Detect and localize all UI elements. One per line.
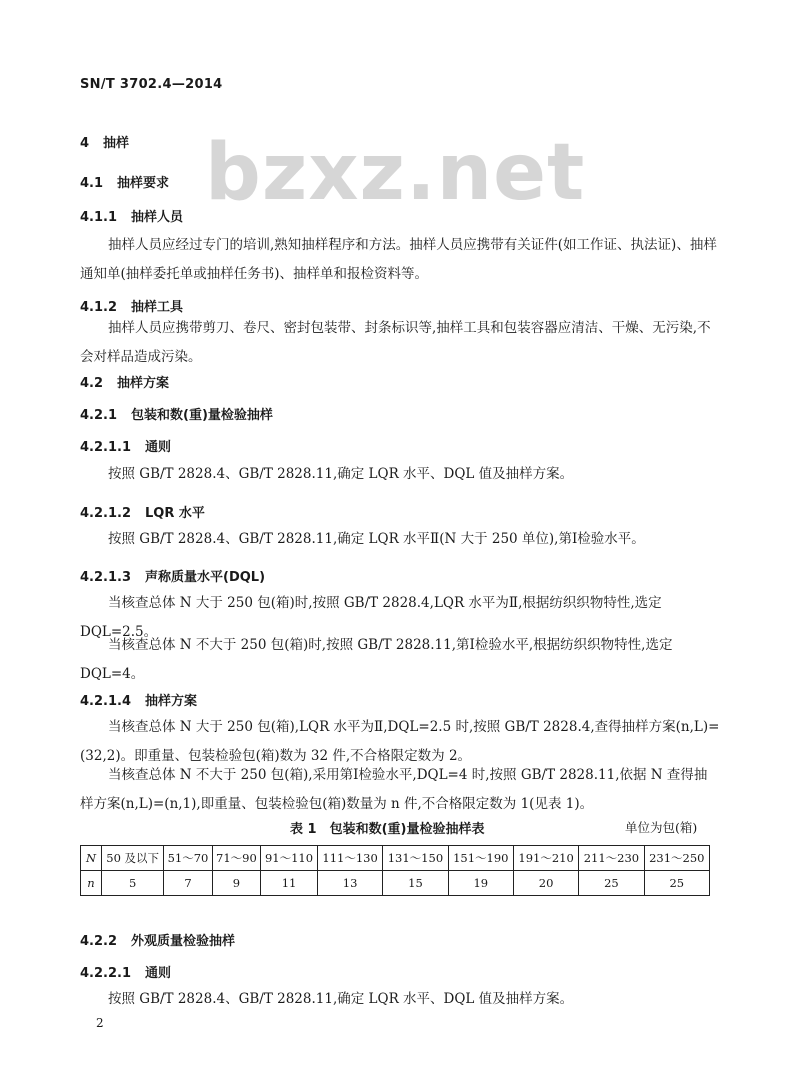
table-cell: 91～110 <box>261 846 318 871</box>
watermark: bzxz.net <box>205 128 586 218</box>
heading-number: 4.2.1 <box>80 408 118 423</box>
heading-title: 包装和数(重)量检验抽样 <box>131 408 273 423</box>
heading-4-2-1-1 <box>80 436 171 455</box>
heading-number: 4.2.2.1 <box>80 966 131 981</box>
row-label-n: n <box>81 871 102 896</box>
heading-4-2-1-2 <box>80 502 205 521</box>
table-cell: 231～250 <box>644 846 709 871</box>
paragraph-4-1-2: 抽样人员应携带剪刀、卷尺、密封包装带、封条标识等,抽样工具和包装容器应清洁、干燥、无污染,不会对样品造成污染。 <box>80 320 711 365</box>
heading-4-2-2 <box>80 930 235 949</box>
table-cell: 25 <box>579 871 644 896</box>
table-cell: 151～190 <box>448 846 513 871</box>
paragraph-4-2-1-2: 按照 GB/T 2828.4、GB/T 2828.11,确定 LQR 水平Ⅱ(N 大于 250 单位),第Ⅰ检验水平。 <box>108 531 645 547</box>
heading-number: 4.1.1 <box>80 210 118 225</box>
paragraph-4-2-1-4-b: 当核查总体 N 不大于 250 包(箱),采用第Ⅰ检验水平,DQL=4 时,按照 GB/T 2828.11,依据 N 查得抽样方案(n,L)=(n,1),即重量、包装检验包(箱)数量为 n 件,不合格限定数为 1(见表 1)。 <box>80 767 708 812</box>
page-number: 2 <box>96 1016 104 1030</box>
heading-4-2-1-4 <box>80 690 197 709</box>
table-cell: 7 <box>164 871 212 896</box>
table-cell: 191～210 <box>513 846 578 871</box>
paragraph-4-1-1: 抽样人员应经过专门的培训,熟知抽样程序和方法。抽样人员应携带有关证件(如工作证、执法证)、抽样通知单(抽样委托单或抽样任务书)、抽样单和报检资料等。 <box>80 237 717 282</box>
table-cell: 20 <box>513 871 578 896</box>
table-caption: 表 1 包装和数(重)量检验抽样表 <box>290 822 485 837</box>
table-row <box>81 871 710 896</box>
heading-title: 抽样人员 <box>131 210 184 225</box>
table-cell: 71～90 <box>212 846 260 871</box>
table-cell: 51～70 <box>164 846 212 871</box>
table-unit: 单位为包(箱) <box>625 820 698 835</box>
table-cell: 211～230 <box>579 846 644 871</box>
table-cell: 13 <box>317 871 382 896</box>
heading-title: 通则 <box>145 966 172 981</box>
row-label-N: N <box>81 846 102 871</box>
heading-title: 抽样方案 <box>117 376 170 391</box>
table-cell: 5 <box>102 871 164 896</box>
table-cell: 11 <box>261 871 318 896</box>
doc-code: SN/T 3702.4—2014 <box>80 77 223 92</box>
table-cell: 50 及以下 <box>102 846 164 871</box>
paragraph-4-2-1-1: 按照 GB/T 2828.4、GB/T 2828.11,确定 LQR 水平、DQL 值及抽样方案。 <box>108 466 574 482</box>
heading-title: 声称质量水平(DQL) <box>145 570 266 585</box>
heading-title: 通则 <box>145 440 172 455</box>
heading-title: LQR 水平 <box>145 506 205 521</box>
sampling-table <box>80 845 710 896</box>
heading-4-1-2 <box>80 296 183 315</box>
table-cell: 19 <box>448 871 513 896</box>
paragraph-4-2-1-3-b: 当核查总体 N 不大于 250 包(箱)时,按照 GB/T 2828.11,第Ⅰ检验水平,根据纺织织物特性,选定 DQL=4。 <box>80 637 673 682</box>
heading-title: 抽样方案 <box>145 694 198 709</box>
heading-4-2-1-3 <box>80 566 265 585</box>
table-cell: 9 <box>212 871 260 896</box>
paragraph-4-2-2-1: 按照 GB/T 2828.4、GB/T 2828.11,确定 LQR 水平、DQL 值及抽样方案。 <box>108 991 574 1007</box>
table-cell: 25 <box>644 871 709 896</box>
table-row <box>81 846 710 871</box>
heading-number: 4.2.1.2 <box>80 506 131 521</box>
heading-title: 外观质量检验抽样 <box>131 934 236 949</box>
heading-4-1 <box>80 172 169 191</box>
table-cell: 111～130 <box>317 846 382 871</box>
heading-number: 4.2.1.3 <box>80 570 131 585</box>
heading-4-2 <box>80 372 169 391</box>
table-cell: 15 <box>383 871 448 896</box>
heading-4-1-1 <box>80 206 183 225</box>
heading-title: 抽样工具 <box>131 300 184 315</box>
heading-title: 抽样 <box>103 136 130 151</box>
heading-title: 抽样要求 <box>117 176 170 191</box>
heading-4-2-1 <box>80 404 273 423</box>
paragraph-4-2-1-3-a: 当核查总体 N 大于 250 包(箱)时,按照 GB/T 2828.4,LQR 水平为Ⅱ,根据纺织织物特性,选定 DQL=2.5。 <box>80 595 662 640</box>
heading-number: 4.1 <box>80 176 104 191</box>
heading-number: 4.1.2 <box>80 300 118 315</box>
heading-number: 4.2 <box>80 376 104 391</box>
heading-number: 4.2.1.4 <box>80 694 131 709</box>
heading-number: 4 <box>80 136 90 151</box>
paragraph-4-2-1-4-a: 当核查总体 N 大于 250 包(箱),LQR 水平为Ⅱ,DQL=2.5 时,按照 GB/T 2828.4,查得抽样方案(n,L)=(32,2)。即重量、包装检验包(箱)数为 32 件,不合格限定数为 2。 <box>80 719 720 764</box>
heading-number: 4.2.2 <box>80 934 118 949</box>
table-cell: 131～150 <box>383 846 448 871</box>
heading-4 <box>80 132 129 151</box>
heading-number: 4.2.1.1 <box>80 440 131 455</box>
heading-4-2-2-1 <box>80 962 171 981</box>
